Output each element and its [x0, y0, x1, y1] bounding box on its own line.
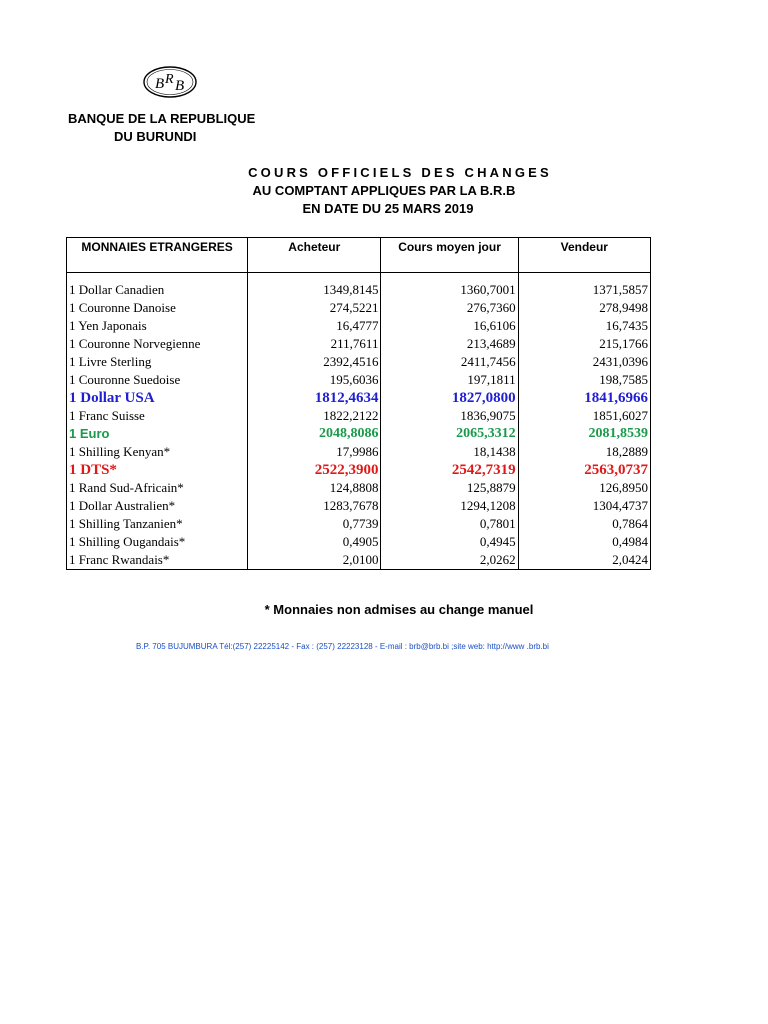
sell-rate-cell: 18,2889 [518, 443, 650, 461]
currency-name-cell: 1 Dollar Australien* [67, 497, 248, 515]
currency-name-cell: 1 Shilling Tanzanien* [67, 515, 248, 533]
table-row [67, 533, 651, 551]
currency-name-cell: 1 Dollar Canadien [67, 281, 248, 299]
title-date: EN DATE DU 25 MARS 2019 [302, 201, 474, 216]
table-row [67, 371, 651, 389]
bank-name-line1: BANQUE DE LA REPUBLIQUE [68, 111, 256, 126]
buy-rate-cell: 211,7611 [248, 335, 381, 353]
sell-rate-cell: 126,8950 [518, 479, 650, 497]
buy-rate-cell: 0,7739 [248, 515, 381, 533]
contact-footer: B.P. 705 BUJUMBURA Tél:(257) 22225142 - Fax : (257) 22223128 - E-mail : brb@brb.bi ;site web: http://www .brb.bi [136, 642, 549, 651]
table-row [67, 443, 651, 461]
table-row [67, 515, 651, 533]
sell-rate-cell: 1371,5857 [518, 281, 650, 299]
buy-rate-cell: 1283,7678 [248, 497, 381, 515]
table-row [67, 407, 651, 425]
currency-name-cell: 1 Euro [67, 425, 248, 443]
sell-rate-cell: 0,4984 [518, 533, 650, 551]
currency-name-cell: 1 Yen Japonais [67, 317, 248, 335]
sell-rate-cell: 0,7864 [518, 515, 650, 533]
sell-rate-cell: 278,9498 [518, 299, 650, 317]
table-spacer-row [67, 273, 651, 282]
currency-name-cell: 1 Couronne Danoise [67, 299, 248, 317]
column-header-buy: Acheteur [248, 238, 381, 273]
mid-rate-cell: 2,0262 [381, 551, 518, 570]
table-row [67, 317, 651, 335]
buy-rate-cell: 274,5221 [248, 299, 381, 317]
buy-rate-cell: 2392,4516 [248, 353, 381, 371]
sell-rate-cell: 198,7585 [518, 371, 650, 389]
title-line2: AU COMPTANT APPLIQUES PAR LA B.R.B [252, 183, 516, 198]
currency-name-cell: 1 Livre Sterling [67, 353, 248, 371]
mid-rate-cell: 2065,3312 [381, 425, 518, 443]
mid-rate-cell: 125,8879 [381, 479, 518, 497]
mid-rate-cell: 2542,7319 [381, 461, 518, 479]
column-header-mid: Cours moyen jour [381, 238, 518, 273]
mid-rate-cell: 1836,9075 [381, 407, 518, 425]
table-row [67, 389, 651, 407]
mid-rate-cell: 197,1811 [381, 371, 518, 389]
sell-rate-cell: 2,0424 [518, 551, 650, 570]
svg-text:B: B [175, 78, 185, 94]
buy-rate-cell: 124,8808 [248, 479, 381, 497]
table-row [67, 479, 651, 497]
footnote: * Monnaies non admises au change manuel [264, 602, 534, 617]
currency-name-cell: 1 Shilling Ougandais* [67, 533, 248, 551]
svg-text:B: B [155, 76, 165, 92]
buy-rate-cell: 1349,8145 [248, 281, 381, 299]
table-row [67, 281, 651, 299]
table-row [67, 335, 651, 353]
buy-rate-cell: 2,0100 [248, 551, 381, 570]
currency-name-cell: 1 DTS* [67, 461, 248, 479]
document-title [0, 164, 768, 218]
sell-rate-cell: 2563,0737 [518, 461, 650, 479]
buy-rate-cell: 1822,2122 [248, 407, 381, 425]
mid-rate-cell: 16,6106 [381, 317, 518, 335]
table-header-row [67, 238, 651, 273]
mid-rate-cell: 2411,7456 [381, 353, 518, 371]
mid-rate-cell: 1294,1208 [381, 497, 518, 515]
currency-name-cell: 1 Couronne Norvegienne [67, 335, 248, 353]
sell-rate-cell: 2431,0396 [518, 353, 650, 371]
table-row [67, 299, 651, 317]
buy-rate-cell: 16,4777 [248, 317, 381, 335]
sell-rate-cell: 215,1766 [518, 335, 650, 353]
currency-name-cell: 1 Franc Suisse [67, 407, 248, 425]
table-row [67, 353, 651, 371]
sell-rate-cell: 16,7435 [518, 317, 650, 335]
currency-name-cell: 1 Shilling Kenyan* [67, 443, 248, 461]
buy-rate-cell: 195,6036 [248, 371, 381, 389]
currency-name-cell: 1 Rand Sud-Africain* [67, 479, 248, 497]
table-row [67, 461, 651, 479]
currency-name-cell: 1 Franc Rwandais* [67, 551, 248, 570]
brb-monogram-logo-icon [142, 64, 198, 100]
currency-name-cell: 1 Dollar USA [67, 389, 248, 407]
table-row [67, 497, 651, 515]
sell-rate-cell: 1841,6966 [518, 389, 650, 407]
bank-name-line2: DU BURUNDI [114, 129, 197, 144]
table-row [67, 425, 651, 443]
buy-rate-cell: 17,9986 [248, 443, 381, 461]
sell-rate-cell: 2081,8539 [518, 425, 650, 443]
table-body [67, 273, 651, 570]
sell-rate-cell: 1851,6027 [518, 407, 650, 425]
mid-rate-cell: 0,7801 [381, 515, 518, 533]
title-line1: COURS OFFICIELS DES CHANGES [248, 165, 552, 180]
sell-rate-cell: 1304,4737 [518, 497, 650, 515]
bank-name [68, 110, 278, 146]
buy-rate-cell: 2522,3900 [248, 461, 381, 479]
column-header-currency: MONNAIES ETRANGERES [67, 238, 248, 273]
exchange-rates-table [66, 237, 651, 570]
buy-rate-cell: 0,4905 [248, 533, 381, 551]
mid-rate-cell: 276,7360 [381, 299, 518, 317]
mid-rate-cell: 0,4945 [381, 533, 518, 551]
mid-rate-cell: 213,4689 [381, 335, 518, 353]
mid-rate-cell: 1360,7001 [381, 281, 518, 299]
table-row [67, 551, 651, 570]
mid-rate-cell: 1827,0800 [381, 389, 518, 407]
buy-rate-cell: 1812,4634 [248, 389, 381, 407]
currency-name-cell: 1 Couronne Suedoise [67, 371, 248, 389]
buy-rate-cell: 2048,8086 [248, 425, 381, 443]
mid-rate-cell: 18,1438 [381, 443, 518, 461]
column-header-sell: Vendeur [518, 238, 650, 273]
svg-text:R: R [165, 72, 174, 87]
